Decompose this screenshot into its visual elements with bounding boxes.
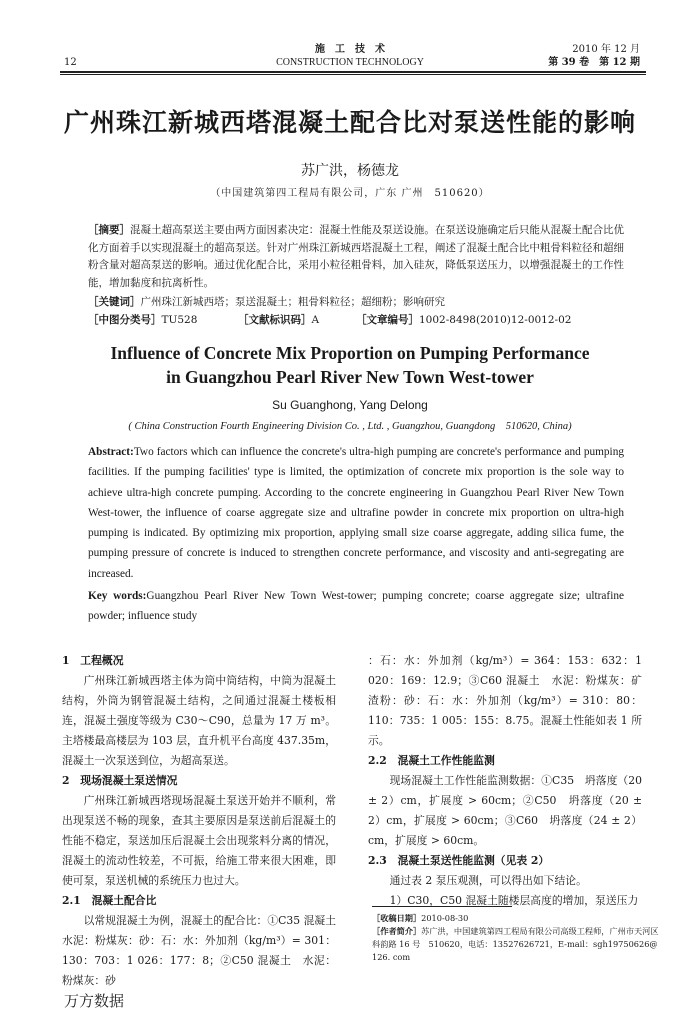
section-1-title: 1 工程概况 <box>62 654 124 667</box>
clc-item <box>88 312 238 329</box>
clc-label: ［中图分类号］ <box>88 314 162 326</box>
received-label: ［收稿日期］ <box>372 913 422 923</box>
header-journal-en: CONSTRUCTION TECHNOLOGY <box>276 57 424 68</box>
body-right-column <box>368 651 642 911</box>
authors-en: Su Guanghong, Yang Delong <box>272 398 428 412</box>
keywords-cn <box>88 294 624 311</box>
section-2-title: 2 现场混凝土泵送情况 <box>62 774 178 787</box>
received-value: 2010-08-30 <box>421 913 469 923</box>
abstract-cn <box>88 222 624 292</box>
abstract-cn-label: ［摘要］ <box>88 224 131 236</box>
affiliation-en: ( China Construction Fourth Engineering Division Co. , Ltd. , Guangzhou, Guangdong 510620, China) <box>128 421 572 432</box>
section-2-3-text-2: 1）C30，C50 混凝土随楼层高度的增加，泵送压力 <box>389 894 639 907</box>
keywords-cn-label: ［关键词］ <box>88 296 141 308</box>
header-volume-issue: 第 39 卷 第 12 期 <box>548 57 640 68</box>
section-2-1-text: 以常规混凝土为例，混凝土的配合比：①C35 混凝土 水泥：粉煤灰：砂：石：水：外加剂（kg/m³）= 301：130：703：1 026：177：8；②C50 混凝土 水泥：粉煤灰：砂 <box>62 914 347 987</box>
doc-code-value: A <box>311 314 320 326</box>
header-page-number: 12 <box>64 57 77 68</box>
english-title-line-2: in Guangzhou Pearl River New Town West-tower <box>166 367 534 387</box>
english-title-line-1: Influence of Concrete Mix Proportion on Pumping Performance <box>110 343 590 363</box>
abstract-en <box>88 442 624 627</box>
mix-proportion-continued: ：石：水：外加剂（kg/m³）= 364：153：632：1 020：169：12.9；③C60 混凝土 水泥：粉煤灰：矿渣粉：砂：石：水：外加剂（kg/m³）= 310：80：110：735：1 005：155：8.75。混凝土性能如表 1 所示。 <box>368 654 642 747</box>
header-rule-top <box>60 71 646 73</box>
header-journal-cn: 施 工 技 术 <box>315 44 385 55</box>
keywords-cn-text: 广州珠江新城西塔；泵送混凝土；粗骨料粒径；超细粉；影响研究 <box>140 296 445 308</box>
doc-code-item <box>238 312 356 329</box>
author-bio-text: 苏广洪，中国建筑第四工程局有限公司高级工程师，广州市天河区科韵路 16 号 510620，电话：13527626721，E-mail：sgh19750626@ 126. com <box>372 926 659 962</box>
abstract-cn-text: 混凝土超高泵送主要由两方面因素决定：混凝土性能及泵送设施。在泵送设施确定后只能从混凝土配合比优化方面着手以实现混凝土的超高泵送。针对广州珠江新城西塔混凝土工程，阐述了混凝土配合比中粗骨料粒径和超细粉含量对超高泵送的影响。通过优化配合比，采用小粒径粗骨料，加入硅灰，降低泵送压力，以增强混凝土的工作性能，增加黏度和抗离析性。 <box>88 224 625 289</box>
authors-cn: 苏广洪，杨德龙 <box>301 163 399 179</box>
article-number-value: 1002-8498(2010)12-0012-02 <box>419 314 572 326</box>
classification-line <box>88 312 624 329</box>
footnote <box>372 912 662 964</box>
section-1-text: 广州珠江新城西塔主体为筒中筒结构，中筒为混凝土结构，外筒为钢管混凝土结构，之间通过混凝土楼板相连，混凝土强度等级为 C30～C90，总量为 17 万 m³。主塔楼最高楼层为 103 层，直升机平台高度 437.35m，混凝土一次泵送到位，为超高泵送。 <box>62 674 336 767</box>
body-left-column <box>62 651 347 991</box>
section-2-1-title: 2.1 混凝土配合比 <box>62 894 157 907</box>
clc-value: TU528 <box>161 314 198 326</box>
author-bio <box>372 925 662 964</box>
footnote-rule <box>372 906 512 907</box>
author-bio-label: ［作者简介］ <box>372 926 422 936</box>
header-date: 2010 年 12 月 <box>572 44 640 55</box>
section-2-2-text: 现场混凝土工作性能监测数据：①C35 坍落度（20 ± 2）cm，扩展度 > 60cm；②C50 坍落度（20 ± 2）cm，扩展度 > 60cm；③C60 坍落度（24 ± 2）cm，扩展度 > 60cm。 <box>368 774 642 847</box>
affiliation-cn: （中国建筑第四工程局有限公司，广东 广州 510620） <box>210 188 490 199</box>
doc-code-label: ［文献标识码］ <box>238 314 312 326</box>
article-number-label: ［文章编号］ <box>356 314 419 326</box>
keywords-en-text: Guangzhou Pearl River New Town West-tower; pumping concrete; coarse aggregate size; ultrafine powder; influence study <box>88 590 624 623</box>
section-2-3-text-1: 通过表 2 泵压观测，可以得出如下结论。 <box>389 874 587 887</box>
keywords-en-label: Key words: <box>88 590 147 603</box>
received-date <box>372 912 662 925</box>
header-rule-bottom <box>60 74 646 75</box>
section-2-text: 广州珠江新城西塔现场混凝土泵送开始并不顺利，常出现泵送不畅的现象，查其主要原因是泵送前后混凝土的性能不稳定，泵送加压后混凝土会出现浆料分离的情况，混凝土的流动性较差，不可振，给施工带来很大困难，即使可泵，泵送机械的系统压力也过大。 <box>62 794 336 887</box>
abstract-en-paragraph <box>88 442 624 584</box>
page-title: 广州珠江新城西塔混凝土配合比对泵送性能的影响 <box>63 108 636 137</box>
keywords-en-paragraph <box>88 586 624 627</box>
abstract-en-text: Two factors which can influence the concrete's ultra-high pumping are concrete's performance and pumping facilities. If the pumping facilities' type is limited, the optimization of concrete mix proportion is the sole way to achieve ultra-high concrete pumping. According to the concrete engineering in Guangzhou Pearl River New Town West-tower, the influence of coarse aggregate size and ultrafine powder in concrete mix proportion on ultra-high pumping is indicated. By optimizing mix proportion, applying small size coarse aggregate, adding silica fume, the pumping pressure of concrete is induced to strengthen concrete performance, and viscosity and anti-segregating are increased. <box>88 446 624 580</box>
section-2-2-title: 2.2 混凝土工作性能监测 <box>368 754 495 767</box>
watermark: 万方数据 <box>64 992 125 1010</box>
article-number-item <box>356 314 571 326</box>
english-title <box>40 341 660 389</box>
section-2-3-title: 2.3 混凝土泵送性能监测（见表 2） <box>368 854 550 867</box>
abstract-en-label: Abstract: <box>88 446 134 458</box>
